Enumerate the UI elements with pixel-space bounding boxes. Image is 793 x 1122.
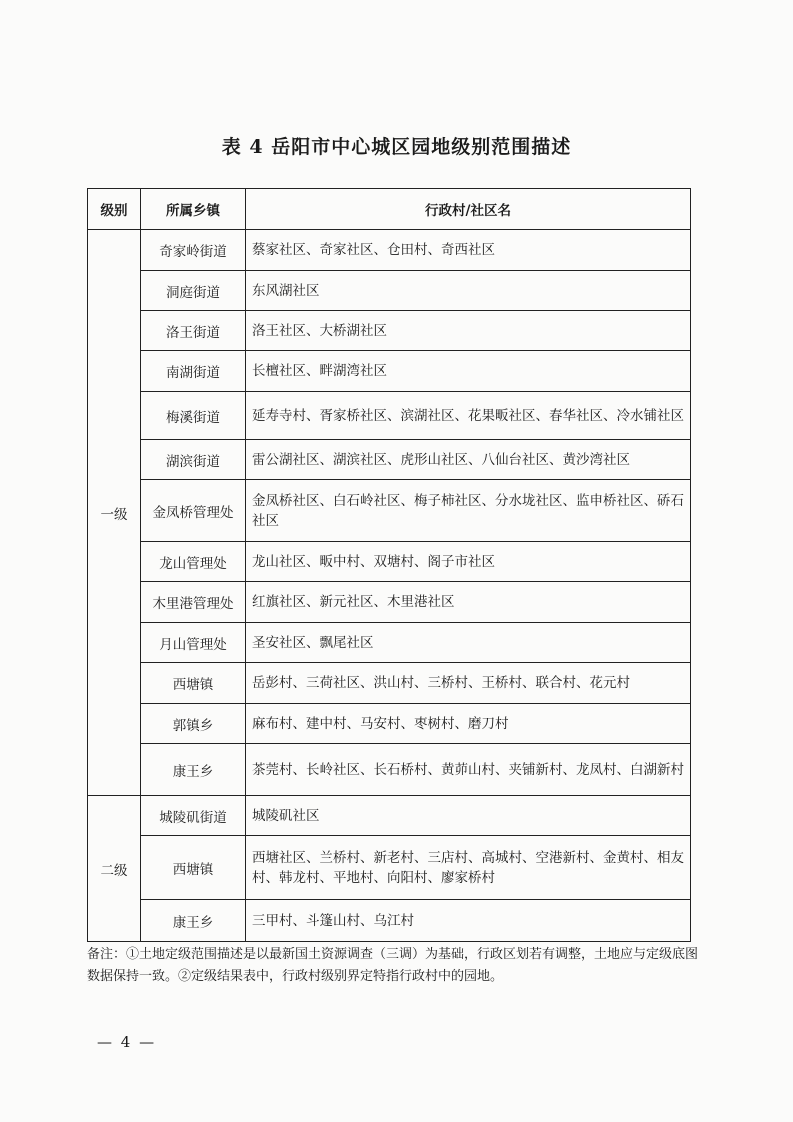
header-town: 所属乡镇	[141, 189, 246, 230]
town-cell: 城陵矶街道	[141, 796, 246, 836]
town-cell: 金凤桥管理处	[141, 480, 246, 542]
table-row	[88, 623, 691, 663]
villages-cell: 麻布村、建中村、马安村、枣树村、磨刀村	[246, 704, 691, 744]
villages-cell: 三甲村、斗篷山村、乌江村	[246, 900, 691, 942]
villages-cell: 圣安社区、飘尾社区	[246, 623, 691, 663]
town-cell: 康王乡	[141, 900, 246, 942]
table-row	[88, 582, 691, 623]
table-row	[88, 663, 691, 704]
table-row	[88, 271, 691, 311]
table-row	[88, 230, 691, 271]
town-cell: 梅溪街道	[141, 392, 246, 440]
table-row	[88, 480, 691, 542]
town-cell: 康王乡	[141, 744, 246, 796]
villages-cell: 西塘社区、兰桥村、新老村、三店村、高城村、空港新村、金黄村、相友村、韩龙村、平地村、向阳村、廖家桥村	[246, 836, 691, 900]
header-level: 级别	[88, 189, 141, 230]
grade-range-table	[87, 188, 691, 942]
villages-cell: 茶莞村、长岭社区、长石桥村、黄茆山村、夹铺新村、龙凤村、白湖新村	[246, 744, 691, 796]
table-title: 表 4 岳阳市中心城区园地级别范围描述	[221, 136, 572, 158]
villages-cell: 雷公湖社区、湖滨社区、虎形山社区、八仙台社区、黄沙湾社区	[246, 440, 691, 480]
town-cell: 木里港管理处	[141, 582, 246, 623]
villages-cell: 金凤桥社区、白石岭社区、梅子柿社区、分水垅社区、监申桥社区、硚石社区	[246, 480, 691, 542]
table-row	[88, 836, 691, 900]
town-cell: 郭镇乡	[141, 704, 246, 744]
level-cell: 二级	[88, 796, 141, 942]
table-row	[88, 744, 691, 796]
level-cell: 一级	[88, 230, 141, 796]
table-remark: 备注：①土地定级范围描述是以最新国土资源调查（三调）为基础，行政区划若有调整，土地应与定级底图数据保持一致。②定级结果表中，行政村级别界定特指行政村中的园地。	[87, 947, 699, 984]
table-row	[88, 900, 691, 942]
town-cell: 西塘镇	[141, 836, 246, 900]
villages-cell: 岳彭村、三荷社区、洪山村、三桥村、王桥村、联合村、花元村	[246, 663, 691, 704]
town-cell: 龙山管理处	[141, 542, 246, 582]
page-number: — 4 —	[97, 1033, 157, 1051]
town-cell: 南湖街道	[141, 351, 246, 392]
table-row	[88, 796, 691, 836]
town-cell: 奇家岭街道	[141, 230, 246, 271]
villages-cell: 龙山社区、畈中村、双塘村、阁子市社区	[246, 542, 691, 582]
table-header-row	[88, 189, 691, 230]
header-villages: 行政村/社区名	[246, 189, 691, 230]
villages-cell: 洛王社区、大桥湖社区	[246, 311, 691, 351]
table-row	[88, 542, 691, 582]
table-row	[88, 704, 691, 744]
villages-cell: 东风湖社区	[246, 271, 691, 311]
town-cell: 西塘镇	[141, 663, 246, 704]
table-row	[88, 311, 691, 351]
villages-cell: 红旗社区、新元社区、木里港社区	[246, 582, 691, 623]
table-row	[88, 440, 691, 480]
villages-cell: 延寿寺村、胥家桥社区、滨湖社区、花果畈社区、春华社区、冷水铺社区	[246, 392, 691, 440]
villages-cell: 城陵矶社区	[246, 796, 691, 836]
villages-cell: 蔡家社区、奇家社区、仓田村、奇西社区	[246, 230, 691, 271]
town-cell: 洞庭街道	[141, 271, 246, 311]
table-row	[88, 392, 691, 440]
town-cell: 月山管理处	[141, 623, 246, 663]
villages-cell: 长檀社区、畔湖湾社区	[246, 351, 691, 392]
table-row	[88, 351, 691, 392]
town-cell: 洛王街道	[141, 311, 246, 351]
town-cell: 湖滨街道	[141, 440, 246, 480]
